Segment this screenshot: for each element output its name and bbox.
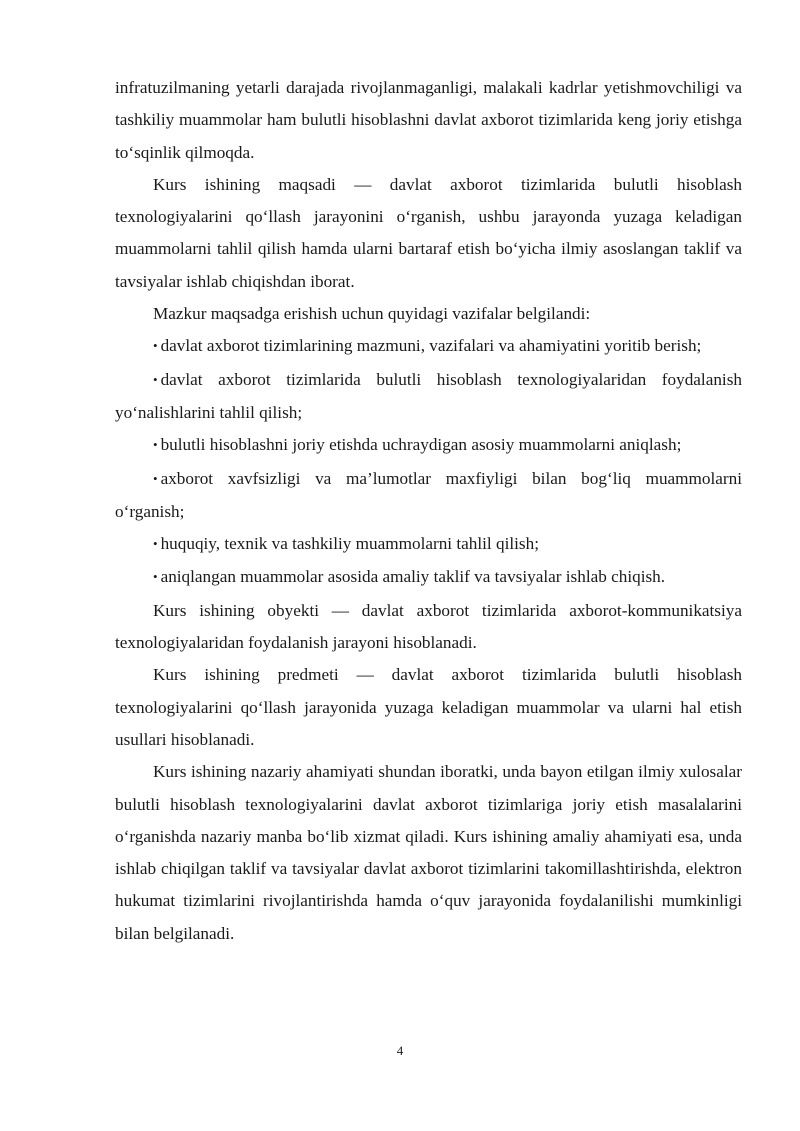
- paragraph-tasks-intro: Mazkur maqsadga erishish uchun quyidagi vazifalar belgilandi:: [153, 304, 591, 324]
- bullet-item: [115, 463, 742, 529]
- bullet-item: [115, 330, 742, 363]
- bullet-text: davlat axborot tizimlarida bulutli hisoblash texnologiyalaridan foydalanish yo‘nalishlarini tahlil qilish;: [115, 369, 742, 422]
- paragraph-continuation: infratuzilmaning yetarli darajada rivojlanmaganligi, malakali kadrlar yetishmovchiligi va tashkiliy muammolar ham bulutli hisoblashni davlat axborot tizimlarida keng joriy etishga to‘sqinlik qilmoqda.: [115, 78, 742, 162]
- bullet-text: huquqiy, texnik va tashkiliy muammolarni tahlil qilish;: [160, 534, 539, 554]
- bullet-item: [115, 364, 742, 430]
- bullet-icon: •: [153, 437, 158, 453]
- bullet-text: axborot xavfsizligi va ma’lumotlar maxfiyligi bilan bog‘liq muammolarni o‘rganish;: [115, 468, 742, 521]
- bullet-item: [115, 429, 742, 462]
- paragraph-object: Kurs ishining obyekti — davlat axborot tizimlarida axborot-kommunikatsiya texnologiyalaridan foydalanish jarayoni hisoblanadi.: [115, 600, 742, 653]
- bullet-text: bulutli hisoblashni joriy etishda uchraydigan asosiy muammolarni aniqlash;: [160, 435, 682, 455]
- bullet-icon: •: [153, 536, 158, 552]
- paragraph-subject: Kurs ishining predmeti — davlat axborot tizimlarida bulutli hisoblash texnologiyalarini qo‘llash jarayonida yuzaga keladigan muammolar va ularni hal etish usullari hisoblanadi.: [115, 665, 742, 749]
- document-body: [115, 72, 742, 950]
- page-number: 4: [396, 1043, 404, 1058]
- bullet-text: davlat axborot tizimlarining mazmuni, vazifalari va ahamiyatini yoritib berish;: [160, 336, 702, 356]
- bullet-icon: •: [153, 338, 158, 354]
- paragraph-significance: Kurs ishining nazariy ahamiyati shundan iboratki, unda bayon etilgan ilmiy xulosalar bulutli hisoblash texnologiyalarini davlat axborot tizimlariga joriy etish masalalarini o‘rganishda nazariy manba bo‘lib xizmat qiladi. Kurs ishining amaliy ahamiyati esa, unda ishlab chiqilgan taklif va tavsiyalar davlat axborot tizimlarini takomillashtirishda, elektron hukumat tizimlarini rivojlantirishda hamda o‘quv jarayonida foydalanilishi mumkinligi bilan belgilanadi.: [115, 762, 742, 943]
- bullet-item: [115, 561, 742, 594]
- paragraph-goal: Kurs ishining maqsadi — davlat axborot tizimlarida bulutli hisoblash texnologiyalarini qo‘llash jarayonini o‘rganish, ushbu jarayonda yuzaga keladigan muammolarni tahlil qilish hamda ularni bartaraf etish bo‘yicha ilmiy asoslangan taklif va tavsiyalar ishlab chiqishdan iborat.: [115, 174, 742, 291]
- bullet-icon: •: [153, 371, 158, 387]
- bullet-text: aniqlangan muammolar asosida amaliy taklif va tavsiyalar ishlab chiqish.: [160, 567, 666, 587]
- bullet-item: [115, 528, 742, 561]
- bullet-icon: •: [153, 470, 158, 486]
- bullet-icon: •: [153, 569, 158, 585]
